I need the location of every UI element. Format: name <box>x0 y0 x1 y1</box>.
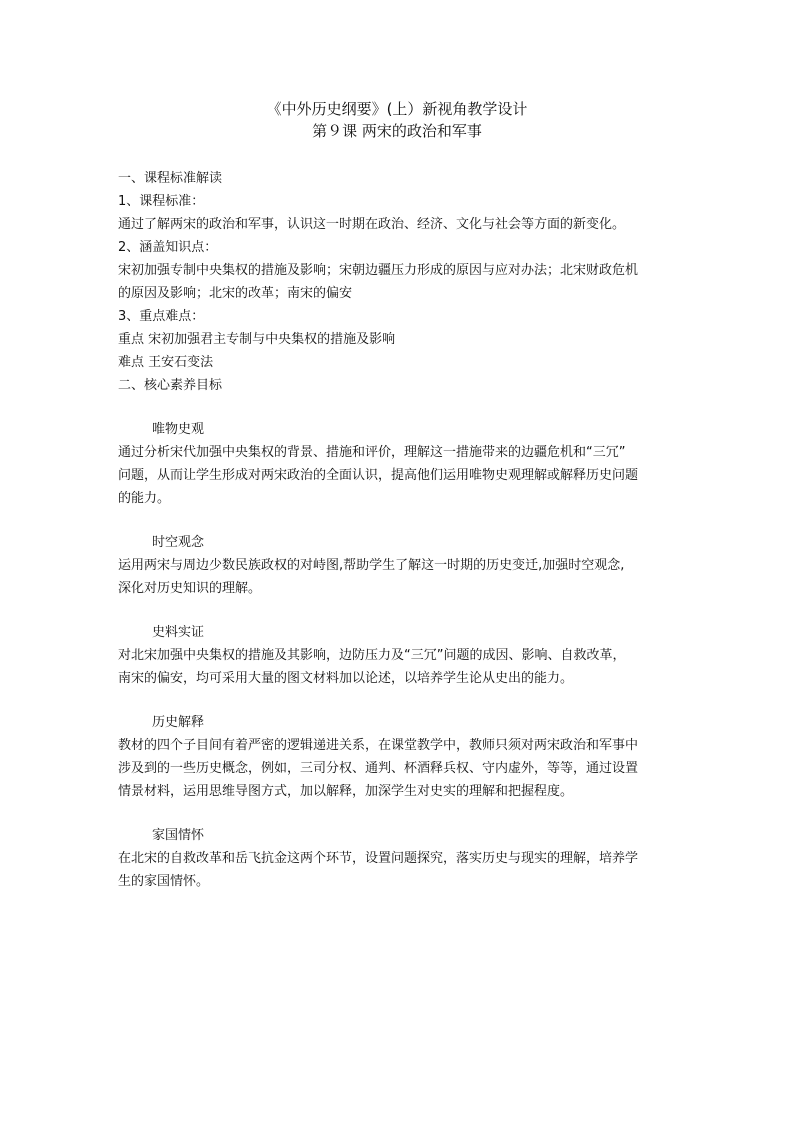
standard-label: 1、课程标准： <box>118 194 205 209</box>
paragraph-line: 深化对历史知识的理解。 <box>118 581 262 596</box>
difficult-point: 难点 王安石变法 <box>118 355 214 370</box>
paragraph-line: 的能力。 <box>118 491 171 506</box>
subsection-title: 时空观念 <box>152 535 205 550</box>
paragraph-line: 通过分析宋代加强中央集权的背景、措施和评价，理解这一措施带来的边疆危机和“三冗” <box>118 445 626 460</box>
paragraph-line: 情景材料，运用思维导图方式，加以解释，加深学生对史实的理解和把握程度。 <box>118 784 574 799</box>
paragraph-line: 生的家国情怀。 <box>118 874 210 889</box>
paragraph-line: 涉及到的一些历史概念，例如，三司分权、通判、杯酒释兵权、守内虚外，等等，通过设置 <box>118 761 639 776</box>
knowledge-label: 2、涵盖知识点： <box>118 240 218 255</box>
subsection-title: 历史解释 <box>152 715 205 730</box>
document-title: 《中外历史纲要》(上）新视角教学设计 <box>266 100 528 118</box>
section-heading: 一、课程标准解读 <box>118 171 223 186</box>
paragraph-line: 南宋的偏安，均可采用大量的图文材料加以论述，以培养学生论从史出的能力。 <box>118 671 574 686</box>
paragraph-line: 在北宋的自救改革和岳飞抗金这两个环节，设置问题探究，落实历史与现实的理解，培养学 <box>118 851 639 866</box>
paragraph-line: 问题，从而让学生形成对两宋政治的全面认识，提高他们运用唯物史观理解或解释历史问题 <box>118 468 639 483</box>
subsection-title: 家国情怀 <box>152 828 205 843</box>
document-body <box>118 167 693 893</box>
key-point: 重点 宋初加强君主专制与中央集权的措施及影响 <box>118 332 396 347</box>
paragraph-line: 对北宋加强中央集权的措施及其影响，边防压力及“三冗”问题的成因、影响、自救改革， <box>118 648 626 663</box>
standard-text: 通过了解两宋的政治和军事，认识这一时期在政治、经济、文化与社会等方面的新变化。 <box>118 217 626 232</box>
paragraph-line: 教材的四个子目间有着严密的逻辑递进关系，在课堂教学中，教师只须对两宋政治和军事中 <box>118 738 639 753</box>
key-difficult-label: 3、重点难点： <box>118 309 205 324</box>
knowledge-text-line: 的原因及影响；北宋的改革；南宋的偏安 <box>118 286 353 301</box>
section-heading: 二、核心素养目标 <box>118 378 223 393</box>
subsection-title: 史料实证 <box>152 625 205 640</box>
paragraph-line: 运用两宋与周边少数民族政权的对峙图,帮助学生了解这一时期的历史变迁,加强时空观念, <box>118 558 625 573</box>
knowledge-text-line: 宋初加强专制中央集权的措施及影响；宋朝边疆压力形成的原因与应对办法；北宋财政危机 <box>118 263 639 278</box>
lesson-title: 第９课 两宋的政治和军事 <box>312 122 482 140</box>
subsection-title: 唯物史观 <box>152 422 205 437</box>
